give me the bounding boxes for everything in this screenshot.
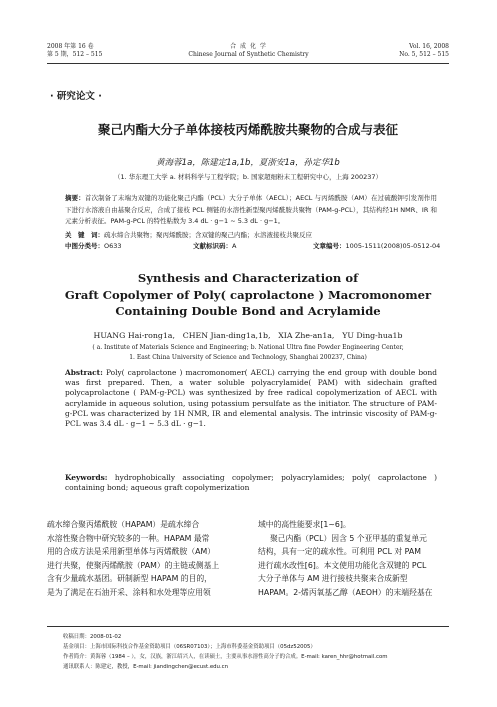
footnote-author-bio: 作者简介：黄海蓉（1984 – ），女，汉族，浙江绍兴人，在读硕士，主要从事水溶性高分子的合成。E-mail: karen_hhr@hotmail.com: [63, 654, 388, 660]
article-id-value: 1005-1511(2008)05-0512-04: [345, 242, 441, 250]
affiliation-en-line-2: 1. East China University of Science and Technology, Shanghai 200237, China): [129, 353, 367, 361]
journal-name-en: Chinese Journal of Synthetic Chemistry: [188, 51, 309, 58]
article-id-label: 文章编号：: [313, 242, 346, 250]
abstract-cn: [65, 193, 437, 228]
header-issue-range: No. 5, 512 – 515: [399, 51, 449, 58]
body-left-line: 疏水缔合聚丙烯酰胺（HAPAM）是疏水缔合: [47, 520, 200, 529]
footnote-received: 收稿日期：2008-01-02: [63, 634, 122, 640]
body-left-line: 水溶性聚合物中研究较多的一种。HAPAM 最常: [47, 533, 210, 543]
journal-name-cn: 合 成 化 学: [230, 43, 267, 50]
affiliation-en: [47, 343, 449, 362]
body-right-line: 大分子单体与 AM 进行接枝共聚来合成新型: [258, 574, 408, 583]
doc-code-value: A: [232, 242, 237, 250]
body-right-line: 进行疏水改性[6]。本文使用功能化含双键的 PCL: [258, 560, 427, 570]
article-id: [313, 242, 440, 251]
affiliation-en-line-1: ( a. Institute of Materials Science and Engineering; b. National Ultra fine Powder Engineering Center,: [92, 344, 404, 351]
header-center: [150, 43, 347, 59]
title-cn: 聚己内酯大分子单体接枝丙烯酰胺共聚物的合成与表征: [97, 122, 398, 137]
keywords-cn: [65, 231, 437, 240]
header-year-volume: 2008 年第 16 卷: [47, 43, 94, 50]
abstract-en-text: Poly( caprolactone ) macromonomer( AECL) carrying the end group with double bond was first prepared. Then, a water soluble polyacrylamide( PAM) with sidechain grafted polycaprolactone ( PAM-g-PCL) was synthesized by free radical copolymerization of AECL with acrylamide in aqueous solution, using potassium persulfate as the initiator. The structure of PAM-g-PCL was characterized by 1H NMR, IR and elemental analysis. The intrinsic viscosity of PAM-g-PCL was 3.4 dL · g−1 ~ 5.3 dL · g−1.: [65, 368, 437, 429]
authors-cn: 黄海蓉1a，陈建定1a,1b，夏浙安1a，孙定华1b: [156, 158, 340, 168]
authors-en: HUANG Hai-rong1a, CHEN Jian-ding1a,1b, XIA Zhe-an1a, YU Ding-hua1b: [93, 331, 403, 340]
body-column-right: [258, 518, 450, 599]
clc-value: O633: [104, 242, 122, 250]
clc-label: 中图分类号：: [65, 242, 104, 250]
keywords-cn-label: 关 键 词：: [65, 231, 104, 239]
header-right: [349, 43, 449, 59]
body-right-line: 域中的高性能要求[1~6]。: [258, 520, 351, 529]
abstract-cn-text: 首次制备了末端为双键的功能化聚己内酯（PCL）大分子单体（AECL）；AECL 与丙烯酰胺（AM）在过硫酸钾引发剂作用下进行水溶液自由基聚合反应，合成了接枝 PCL 侧链的水溶性新型聚丙烯酰胺共聚物（PAM-g-PCL），其结构经1H NMR、IR 和元素分析表征。PAM-g-PCL 的特性粘数为 3.4 dL · g−1 ~ 5.3 dL · g−1。: [65, 194, 437, 226]
body-left-line: 用的合成方法是采用新型单体与丙烯酰胺（AM）: [47, 547, 215, 556]
body-right-line: 结构，具有一定的疏水性。可利用 PCL 对 PAM: [258, 547, 421, 556]
header-volume-year: Vol. 16, 2008: [409, 43, 449, 50]
affiliation-cn: （1. 华东理工大学 a. 材料科学与工程学院；b. 国家超细粉末工程研究中心，上海 200237）: [113, 173, 383, 181]
keywords-en-label: Keywords:: [65, 473, 108, 482]
body-left-line: 进行共聚，使聚丙烯酰胺（PAM）的主链或侧基上: [47, 560, 220, 570]
footnotes: [63, 632, 449, 672]
abstract-en: [65, 368, 437, 429]
title-en-line-1: Synthesis and Characterization of: [137, 271, 359, 285]
header-rule: [47, 63, 449, 64]
footnote-rule: [47, 626, 449, 627]
classification-line: [65, 242, 441, 251]
title-en-line-3: Containing Double Bond and Acrylamide: [115, 304, 381, 318]
keywords-en-text: hydrophobically associating copolymer; polyacrylamides; poly( caprolactone ) containing bond; aqueous graft copolymerization: [65, 473, 437, 493]
footnote-funding: 基金项目：上海市国际科技合作基金资助项目（06SR07103）；上海市科委基金资助项目（05dz52005）: [63, 644, 316, 650]
doc-code: [193, 242, 236, 251]
abstract-en-label: Abstract:: [65, 368, 103, 377]
body-right-line: HAPAM。2-烯丙氧基乙醇（AEOH）的末端羟基在: [258, 587, 433, 597]
title-en: [47, 270, 449, 320]
abstract-cn-label: 摘要：: [65, 194, 85, 202]
body-right-line: 聚己内酯（PCL）因含 5 个亚甲基的重复单元: [270, 533, 427, 543]
doc-code-label: 文献标识码：: [193, 242, 232, 250]
section-tag: · 研究论文 ·: [50, 91, 102, 102]
title-en-line-2: Graft Copolymer of Poly( caprolactone ) Macromonomer: [64, 287, 432, 302]
keywords-en: [65, 473, 437, 493]
keywords-cn-text: 疏水缔合共聚物；聚丙烯酰胺；含双键的聚己内酯；水溶液接枝共聚反应: [104, 231, 312, 239]
header-issue-pages: 第 5 期，512 – 515: [47, 51, 103, 58]
body-left-line: 是为了满足在石油开采、涂料和水处理等应用领: [47, 587, 211, 597]
footnote-correspondence: 通讯联系人：陈建定，教授，E-mail: jiandingchen@ecust.edu.cn: [63, 664, 229, 670]
body-column-left: [47, 518, 245, 599]
body-left-line: 含有少量疏水基团。研制新型 HAPAM 的目的，: [47, 574, 212, 583]
